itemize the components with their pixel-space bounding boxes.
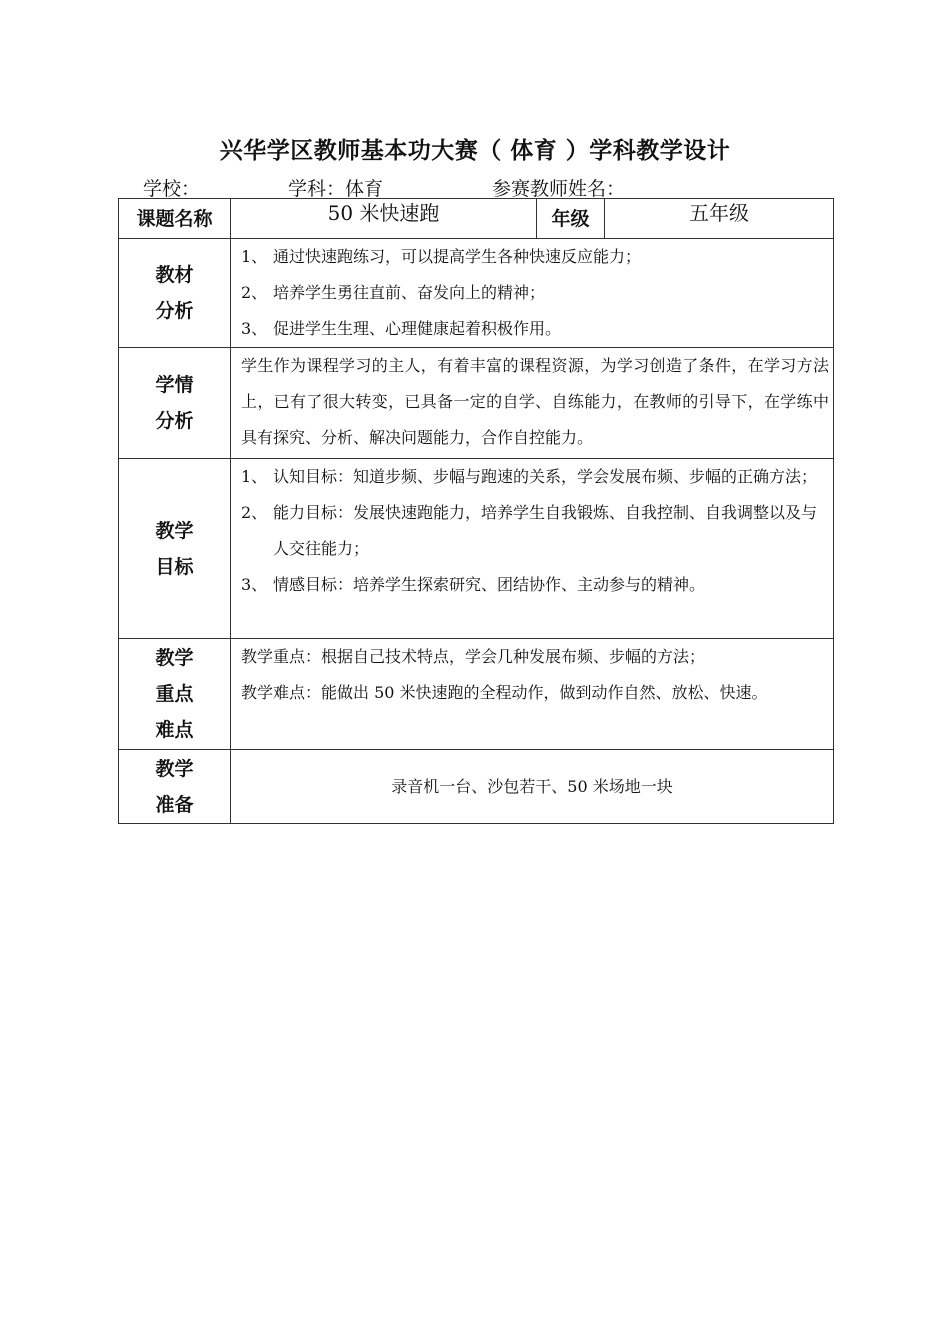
- list-item: [241, 275, 829, 311]
- label-line: 重点: [155, 683, 194, 705]
- preparation-row: [119, 750, 834, 824]
- item-text: 情感目标：培养学生探索研究、团结协作、主动参与的精神。: [273, 575, 706, 594]
- material-analysis-row: [119, 239, 834, 348]
- teaching-goals-row: [119, 459, 834, 639]
- label-line: 目标: [155, 555, 194, 578]
- item-number: 3、: [241, 319, 268, 338]
- label-line: 分析: [155, 300, 194, 322]
- teaching-goals-content: [231, 459, 834, 639]
- list-item: [241, 239, 829, 275]
- item-text: 认知目标：知道步频、步幅与跑速的关系，学会发展布频、步幅的正确方法；: [273, 467, 818, 486]
- list-item: [241, 495, 829, 567]
- topic-label: 课题名称: [119, 199, 231, 239]
- school-field-label: 学校：: [143, 178, 201, 200]
- label-line: 学情: [155, 374, 194, 396]
- key-points-row: [119, 639, 834, 750]
- label-line: 教材: [155, 264, 194, 286]
- item-text: 促进学生生理、心理健康起着积极作用。: [273, 319, 562, 338]
- label-line: 难点: [155, 719, 194, 741]
- item-number: 3、: [241, 575, 268, 594]
- lesson-design-table: [118, 198, 834, 824]
- label-line: 教学: [155, 647, 194, 669]
- student-analysis-text: 学生作为课程学习的主人，有着丰富的课程资源，为学习创造了条件，在学习方法上，已有了很大转变，已具备一定的自学、自练能力，在教师的引导下，在学练中具有探究、分析、解决问题能力，合作自控能力。: [241, 356, 829, 447]
- item-number: 1、: [241, 467, 268, 486]
- document-title: 兴华学区教师基本功大赛（ 体育 ）学科教学设计: [219, 138, 731, 164]
- grade-value: 五年级: [605, 199, 834, 239]
- topic-value: 50 米快速跑: [231, 199, 537, 239]
- teaching-difficulty-text: 教学难点：能做出 50 米快速跑的全程动作，做到动作自然、放松、快速。: [241, 683, 768, 702]
- material-analysis-content: [231, 239, 834, 348]
- item-number: 2、: [241, 503, 268, 522]
- key-points-content: [231, 639, 834, 750]
- item-number: 1、: [241, 247, 268, 266]
- student-analysis-label: [119, 348, 231, 459]
- grade-label: 年级: [537, 199, 605, 239]
- item-text: 通过快速跑练习，可以提高学生各种快速反应能力；: [273, 247, 642, 266]
- label-line: 教学: [155, 757, 194, 780]
- student-analysis-content: [231, 348, 834, 459]
- list-item: [241, 459, 829, 495]
- label-line: 分析: [155, 410, 194, 432]
- material-analysis-label: [119, 239, 231, 348]
- key-points-label: [119, 639, 231, 750]
- preparation-content: 录音机一台、沙包若干、50 米场地一块: [231, 750, 834, 824]
- list-item: [241, 567, 829, 603]
- teacher-name-field-label: 参赛教师姓名：: [492, 178, 626, 200]
- item-text: 能力目标：发展快速跑能力，培养学生自我锻炼、自我控制、自我调整以及与人交往能力；: [273, 503, 818, 558]
- teaching-focus-text: 教学重点：根据自己技术特点，学会几种发展布频、步幅的方法；: [241, 647, 706, 666]
- preparation-label: [119, 750, 231, 824]
- student-analysis-row: [119, 348, 834, 459]
- list-item: [241, 311, 829, 347]
- item-text: 培养学生勇往直前、奋发向上的精神；: [273, 283, 546, 302]
- item-number: 2、: [241, 283, 268, 302]
- label-line: 教学: [155, 519, 194, 542]
- header-row: [119, 199, 834, 239]
- teaching-goals-label: [119, 459, 231, 639]
- label-line: 准备: [155, 793, 194, 816]
- subject-field-label: 学科：体育: [288, 178, 384, 200]
